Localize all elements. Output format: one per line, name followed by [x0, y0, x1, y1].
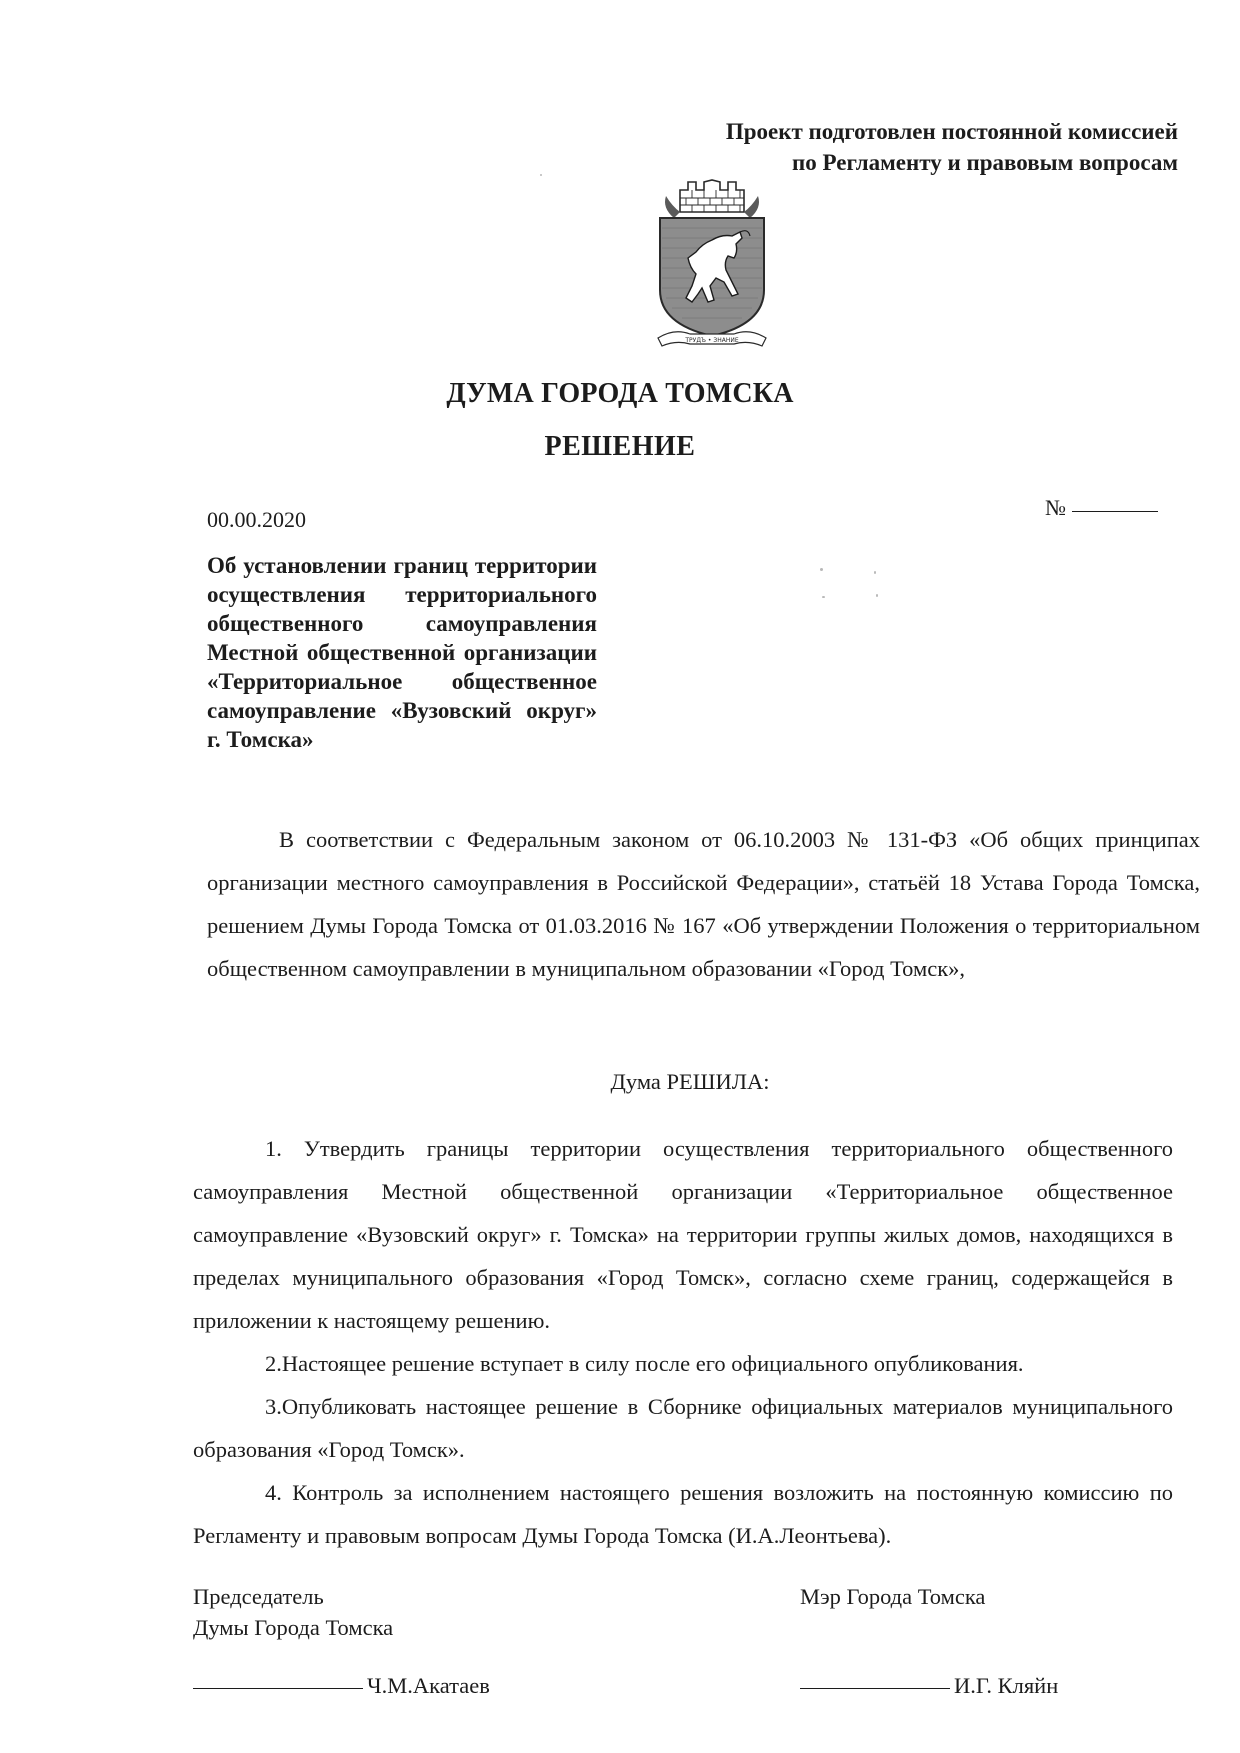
decision-number: [1045, 495, 1158, 521]
mayor-name: И.Г. Кляйн: [954, 1673, 1059, 1698]
preamble-paragraph: В соответствии с Федеральным законом от 06.10.2003 № 131-ФЗ «Об общих принципах организации местного самоуправления в Российской Федерации», статьёй 18 Устава Города Томска, решением Думы Города Томска от 01.03.2016 № 167 «Об утверждении Положения о территориальном общественном самоуправлении в муниципальном образовании «Город Томск»,: [207, 827, 1200, 981]
chairman-title-line-2: Думы Города Томска: [193, 1615, 394, 1640]
signature-blank-line: [800, 1688, 950, 1689]
chairman-signature-line: [193, 1670, 490, 1701]
prepared-by-note: [726, 116, 1178, 178]
tomsk-coat-of-arms-icon: [652, 178, 772, 352]
decision-title: РЕШЕНИЕ: [544, 431, 696, 462]
chairman-name: Ч.М.Акатаев: [367, 1673, 490, 1698]
scan-speck: [874, 571, 876, 574]
decision-item: 2.Настоящее решение вступает в силу после его официального опубликования.: [265, 1351, 1024, 1376]
prepared-by-line-1: Проект подготовлен постоянной комиссией: [725, 119, 1178, 144]
decision-item: 4. Контроль за исполнением настоящего решения возложить на постоянную комиссию по Регламенту и правовым вопросам Думы Города Томска (И.А.Леонтьева).: [193, 1480, 1173, 1548]
signature-blank-line: [193, 1688, 363, 1689]
resolved-heading: Дума РЕШИЛА:: [610, 1069, 770, 1094]
chairman-title-line-1: Председатель: [193, 1584, 324, 1609]
decision-date: 00.00.2020: [207, 507, 306, 532]
prepared-by-line-2: по Регламенту и правовым вопросам: [791, 150, 1178, 175]
scan-speck: [540, 174, 542, 176]
decision-item: 3.Опубликовать настоящее решение в Сборнике официальных материалов муниципального образования «Город Томск».: [193, 1394, 1173, 1462]
council-title: ДУМА ГОРОДА ТОМСКА: [446, 378, 794, 409]
chairman-signature-block: [193, 1581, 490, 1701]
decision-item: 1. Утвердить границы территории осуществления территориального общественного самоуправления Местной общественной организации «Территориальное общественное самоуправление «Вузовский округ» г. Томска» на территории группы жилых домов, находящихся в пределах муниципального образования «Город Томск», согласно схеме границ, содержащейся в приложении к настоящему решению.: [193, 1136, 1173, 1333]
number-label: №: [1045, 495, 1066, 520]
mayor-title: Мэр Города Томска: [800, 1584, 986, 1609]
number-blank-line: [1072, 511, 1158, 512]
mayor-signature-line: [800, 1670, 1058, 1701]
decision-items: [193, 1127, 1173, 1557]
scan-speck: [820, 568, 823, 571]
decision-subject: Об установлении границ территории осуществления территориального общественного самоуправления Местной общественной организации «Территориальное общественное самоуправление «Вузовский округ» г. Томска»: [207, 553, 597, 752]
mayor-signature-block: [800, 1581, 1058, 1701]
scan-speck: [822, 596, 825, 598]
scan-speck: [876, 594, 878, 597]
svg-text:ТРУДЪ • ЗНАНИЕ: ТРУДЪ • ЗНАНИЕ: [685, 337, 739, 344]
